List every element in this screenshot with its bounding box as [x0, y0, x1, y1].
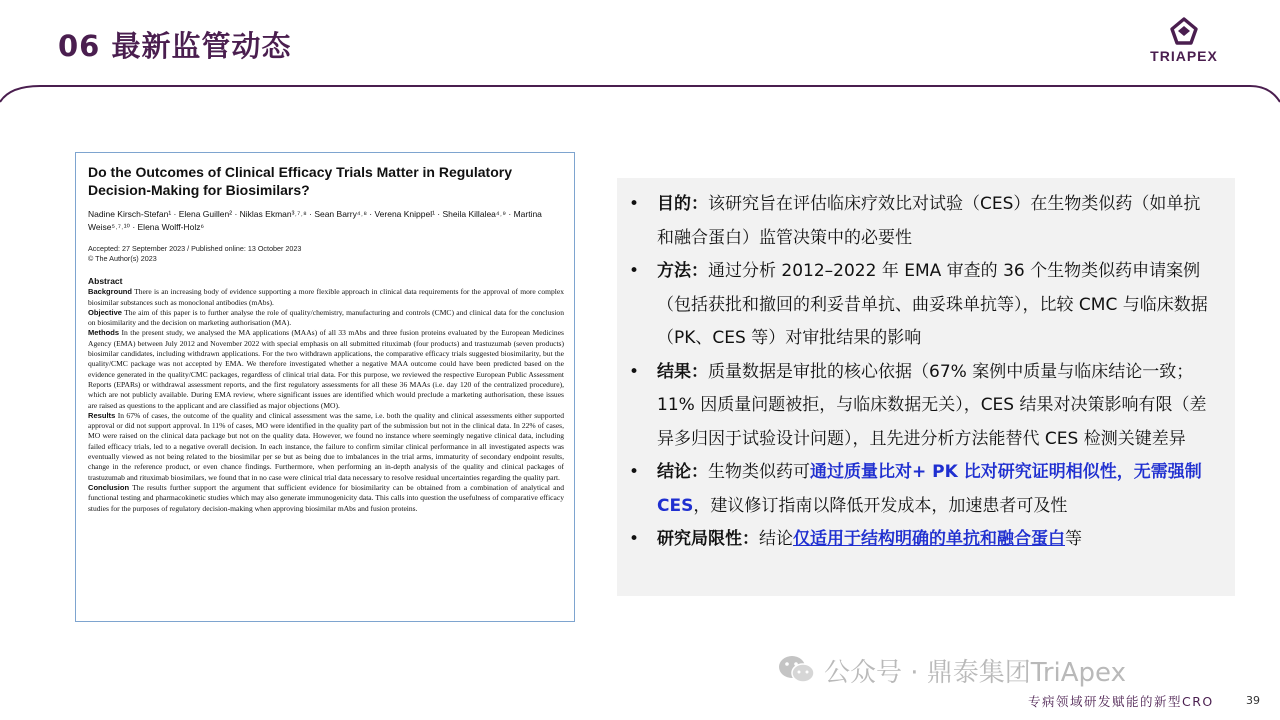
paper-dates — [88, 244, 564, 264]
wechat-watermark — [778, 652, 1126, 693]
wechat-icon — [778, 654, 816, 693]
bullet-dot: • — [629, 361, 640, 382]
objective-text: The aim of this paper is to further analyse the role of quality/chemistry, manufacturing and controls (CMC) and clinical data for the conclusion on biosimilarity and the decision on marketing authorisation (MA). — [88, 307, 564, 328]
paper-abstract-image — [75, 152, 575, 622]
bullet-result — [627, 356, 1217, 457]
bullet-method — [627, 255, 1217, 356]
conclusion-text-b: ，建议修订指南以降低开发成本，加速患者可及性 — [693, 495, 1068, 516]
triapex-logo — [1142, 17, 1226, 69]
bullet-dot: • — [629, 462, 640, 482]
method-text: 通过分析 2012–2022 年 EMA 审查的 36 个生物类似药申请案例（包括获批和撤回的利妥昔单抗、曲妥珠单抗等），比较 CMC 与临床数据（PK、CES 等）对审批结果的影响 — [657, 261, 1208, 348]
limitation-text-b: 等 — [1065, 529, 1082, 549]
bullet-conclusion — [627, 456, 1217, 523]
conclusion-label: 结论： — [657, 462, 708, 482]
results-text: In 67% of cases, the outcome of the quality and clinical assessment was the same, i.e. both the quality and clinical assessments either supported approval or did not support approval. In 11% of cases, MO were identified in the quality part of the submission but not in the clinical data. In 22% of cases, MO were raised on the clinical data package but not on the quality data. However, we found no instance where seemingly negative clinical data, including failed efficacy trials, led to a negative overall decision. In each instance, the failure to confirm similar clinical performance in all investigated aspects was eventually viewed as not being related to the biosimilar per se but as being due to imbalances in the trial arms, immaturity of secondary endpoint results, change in the reference product, or even chance findings. Furthermore, when performing an in-depth analysis of the quality and clinical packages of trastuzumab and rituximab biosimilars, we found that in no case were clinical trial data necessary to resolve residual uncertainties regarding the quality part. — [88, 410, 564, 482]
method-label: 方法： — [657, 261, 708, 281]
limitation-text-a: 结论 — [759, 529, 793, 549]
abstract-background — [88, 287, 564, 308]
conclusion-highlight: 通过质量比对+ PK 比对研究证明相似性，无需强制 CES — [657, 462, 1202, 516]
triapex-logo-icon — [1169, 17, 1199, 45]
summary-panel — [617, 178, 1235, 596]
abstract-results — [88, 411, 564, 483]
results-label: Results — [88, 410, 116, 420]
bullet-limitation — [627, 523, 1217, 557]
footer-slogan: 专病领域研发赋能的新型CRO — [1028, 694, 1214, 709]
limitation-label: 研究局限性： — [657, 529, 759, 549]
bullet-purpose — [627, 188, 1217, 255]
paper-accepted: Accepted: 27 September 2023 / Published online: 13 October 2023 — [88, 244, 302, 253]
result-text: 质量数据是审批的核心依据（67% 案例中质量与临床结论一致；11% 因质量问题被拒，与临床数据无关），CES 结果对决策影响有限（差异多归因于试验设计问题），且先进分析方法能替代 CES 检测关键差异 — [657, 361, 1207, 449]
purpose-text: 该研究旨在评估临床疗效比对试验（CES）在生物类似药（如单抗和融合蛋白）监管决策中的必要性 — [657, 194, 1201, 248]
logo-text: TRIAPEX — [1150, 48, 1218, 64]
purpose-label: 目的： — [657, 194, 708, 214]
methods-label: Methods — [88, 328, 120, 338]
bullet-dot: • — [629, 194, 640, 214]
result-label: 结果： — [657, 361, 708, 382]
conclusion-label: Conclusion — [88, 482, 130, 492]
background-text: There is an increasing body of evidence supporting a more flexible approach in clinical data requirements for the approval of more complex biosimilar substances such as monoclonal antibodies (mAbs). — [88, 287, 564, 307]
paper-title: Do the Outcomes of Clinical Efficacy Trials Matter in Regulatory Decision-Making for Biosimilars? — [88, 164, 512, 198]
methods-text: In the present study, we analysed the MA applications (MAAs) of all 33 mAbs and three fusion proteins evaluated by the European Medicines Agency (EMA) between July 2012 and November 2022 with special emphasis on all submitted rituximab (four products) and trastuzumab (seven products) biosimilar candidates, including withdrawn applications. For the two withdrawn applications, the comparative efficacy trials suggested biosimilarity, but the quality/CMC package was not accepted by EMA. We therefore investigated whether a negative MAA outcome could have been predicted based on the evidence generated in the quality/CMC packages, regardless of clinical trial data. For this purpose, we reviewed the respective European Public Assessment Reports (EPARs) or withdrawal assessment reports, and the first regulatory assessments for all these 36 MAAs (i.e. day 120 of the centralized procedure), which are not publicly available. During EMA review, where significant issues are identified which would preclude a marketing authorisation, these issues are raised as questions to the applicant and are classified as major objections (MO). — [88, 328, 564, 410]
paper-copyright: © The Author(s) 2023 — [88, 254, 157, 263]
bullet-dot: • — [629, 261, 640, 281]
bullet-dot: • — [629, 529, 640, 549]
background-label: Background — [88, 287, 133, 297]
header-divider-curve — [0, 80, 1280, 120]
watermark-text: 公众号 · 鼎泰集团TriApex — [824, 658, 1126, 688]
abstract-conclusion — [88, 483, 564, 514]
abstract-methods — [88, 328, 564, 410]
page-title: 06 最新监管动态 — [58, 29, 292, 63]
limitation-highlight: 仅适用于结构明确的单抗和融合蛋白 — [793, 529, 1065, 549]
abstract-objective — [88, 308, 564, 329]
paper-abstract — [88, 276, 564, 514]
conclusion-text-a: 生物类似药可 — [708, 462, 810, 482]
page-number: 39 — [1246, 694, 1260, 707]
conclusion-text: The results further support the argument that sufficient evidence for biosimilarity can be obtained from a combination of analytical and functional testing and pharmacokinetic studies which may also generate immunogenicity data. This calls into question the usefulness of comparative efficacy studies for the purposes of regulatory decision-making when approving biosimilar mAbs and fusion proteins. — [88, 482, 564, 513]
paper-authors: Nadine Kirsch-Stefan¹ · Elena Guillen² · Niklas Ekman³˒⁷˒⁸ · Sean Barry⁴˒⁸ · Verena Knippel¹ · Sheila Killalea⁴˒⁹ · Martina Weise⁵˒⁷˒¹⁰ · Elena Wolff-Holz⁶ — [88, 209, 542, 232]
objective-label: Objective — [88, 307, 122, 317]
abstract-heading: Abstract — [88, 276, 123, 286]
